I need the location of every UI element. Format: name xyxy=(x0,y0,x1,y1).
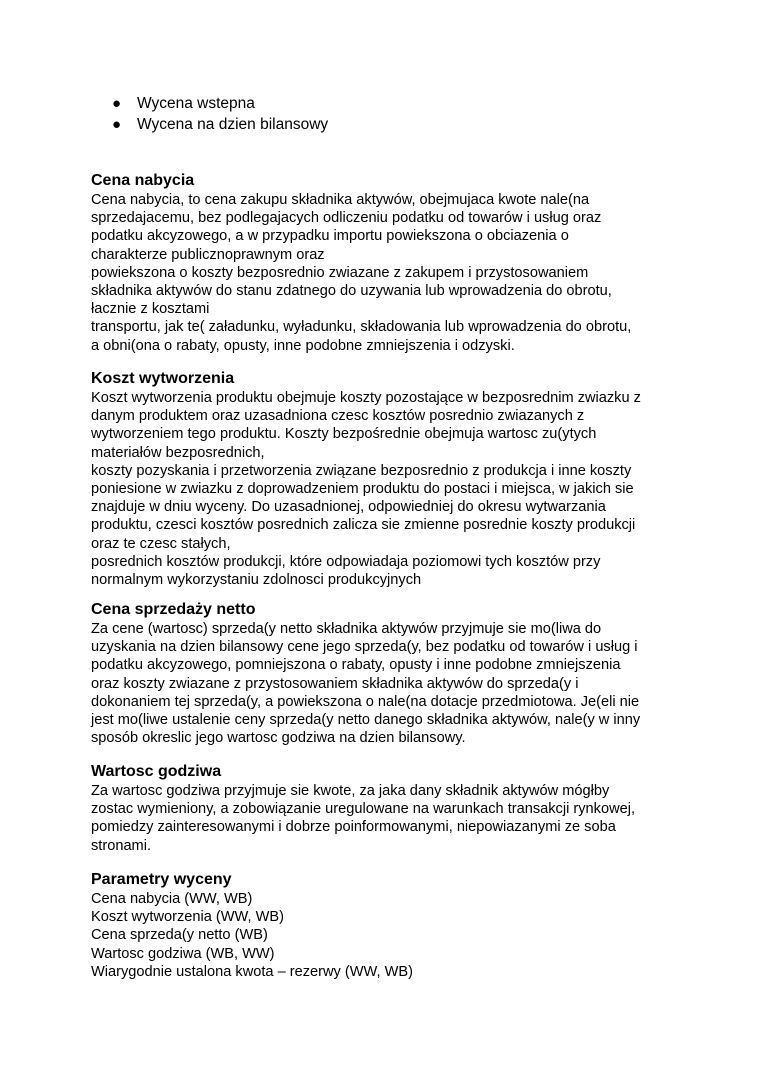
section-cena-sprzedazy-netto xyxy=(91,600,681,747)
section-heading: Parametry wyceny xyxy=(91,871,232,888)
section-wartosc-godziwa xyxy=(91,762,681,855)
paragraph-line: Za wartosc godziwa przyjmuje sie kwote, za jaka dany składnik aktywów mógłby xyxy=(91,783,610,799)
paragraph-line: składnika aktywów do stanu zdatnego do uzywania lub wprowadzenia do obrotu, xyxy=(91,283,612,300)
paragraph-line: koszty pozyskania i przetworzenia związane bezposrednio z produkcja i inne koszty xyxy=(91,462,632,479)
paragraph-line: posrednich kosztów produkcji, które odpowiadaja poziomowi tych kosztów przy xyxy=(91,553,601,570)
paragraph-line: Wiarygodnie ustalona kwota – rezerwy (WW, WB) xyxy=(91,963,413,980)
paragraph-line: poniesione w zwiazku z doprowadzeniem produktu do postaci i miejsca, w jakich sie xyxy=(91,481,634,498)
paragraph-line: materiałów bezposrednich, xyxy=(91,444,265,461)
paragraph-line: podatku akcyzowego, pomniejszona o rabaty, opusty i inne podobne zmniejszenia xyxy=(91,657,621,674)
paragraph-line: podatku akcyzowego, a w przypadku importu powiekszona o obciazenia o xyxy=(91,228,569,245)
paragraph-line: oraz te czesc stałych, xyxy=(91,535,231,552)
paragraph-line: Cena nabycia, to cena zakupu składnika aktywów, obejmujaca kwote nale(na xyxy=(91,192,590,208)
paragraph-line: sposób okreslic jego wartosc godziwa na dzien bilansowy. xyxy=(91,730,466,747)
section-heading: Cena sprzedaży netto xyxy=(91,601,256,618)
paragraph-line: transportu, jak te( załadunku, wyładunku, składowania lub wprowadzenia do obrotu, xyxy=(91,319,632,336)
section-heading: Cena nabycia xyxy=(91,172,195,189)
paragraph-line: a obni(ona o rabaty, opusty, inne podobne zmniejszenia i odzyski. xyxy=(91,337,515,354)
list-item xyxy=(110,93,328,114)
paragraph-line: produktu, czesci kosztów posrednich zalicza sie zmienne posrednie koszty produkcji xyxy=(91,517,636,534)
paragraph-line: Za cene (wartosc) sprzeda(y netto składnika aktywów przyjmuje sie mo(liwa do xyxy=(91,621,602,637)
paragraph-line: oraz koszty zwiazane z przystosowaniem składnika aktywów do sprzeda(y i xyxy=(91,675,579,692)
list-item-text: Wycena wstepna xyxy=(137,95,255,112)
bullet-icon: ● xyxy=(112,95,122,112)
paragraph-line: stronami. xyxy=(91,837,152,854)
paragraph-line: sprzedajacemu, bez podlegajacych odliczeniu podatku od towarów i usług oraz xyxy=(91,210,602,227)
section-koszt-wytworzenia xyxy=(91,369,681,589)
paragraph-line: uzyskania na dzien bilansowy cene jego sprzeda(y, bez podatku od towarów i usług i xyxy=(91,639,638,656)
section-heading: Wartosc godziwa xyxy=(91,763,222,780)
section-heading: Koszt wytworzenia xyxy=(91,370,235,387)
paragraph-line: Koszt wytworzenia (WW, WB) xyxy=(91,909,284,926)
paragraph-line: Cena nabycia (WW, WB) xyxy=(91,891,253,907)
section-cena-nabycia xyxy=(91,171,681,355)
paragraph-line: jest mo(liwe ustalenie ceny sprzeda(y netto danego składnika aktywów, nale(y w inny xyxy=(91,712,641,729)
paragraph-line: charakterze publicznoprawnym oraz xyxy=(91,246,325,263)
paragraph-line: pomiedzy zainteresowanymi i dobrze poinformowanymi, niepowiazanymi ze soba xyxy=(91,819,616,836)
paragraph-line: Koszt wytworzenia produktu obejmuje koszty pozostające w bezposrednim zwiazku z xyxy=(91,390,641,406)
section-parametry-wyceny xyxy=(91,870,681,981)
paragraph-line: zostac wymieniony, a zobowiązanie uregulowane na warunkach transakcji rynkowej, xyxy=(91,801,636,818)
bullet-icon: ● xyxy=(112,116,122,133)
paragraph-line: Cena sprzeda(y netto (WB) xyxy=(91,927,268,944)
valuation-bullet-list xyxy=(110,93,328,135)
list-item-text: Wycena na dzien bilansowy xyxy=(137,116,329,133)
paragraph-line: normalnym wykorzystaniu zdolnosci produkcyjnych xyxy=(91,572,422,589)
paragraph-line: wytworzeniem tego produktu. Koszty bezpośrednie obejmuja wartosc zu(ytych xyxy=(91,426,597,443)
paragraph-line: powiekszona o koszty bezposrednio zwiazane z zakupem i przystosowaniem xyxy=(91,264,589,281)
paragraph-line: łacznie z kosztami xyxy=(91,301,210,318)
paragraph-line: znajduje w dniu wyceny. Do uzasadnionej, odpowiedniej do okresu wytwarzania xyxy=(91,499,606,516)
paragraph-line: Wartosc godziwa (WB, WW) xyxy=(91,945,275,962)
paragraph-line: dokonaniem tej sprzeda(y, a powiekszona o nale(na dotacje przedmiotowa. Je(eli nie xyxy=(91,693,640,710)
list-item xyxy=(110,114,328,135)
paragraph-line: danym produktem oraz uzasadniona czesc kosztów posrednio zwiazanych z xyxy=(91,408,585,425)
